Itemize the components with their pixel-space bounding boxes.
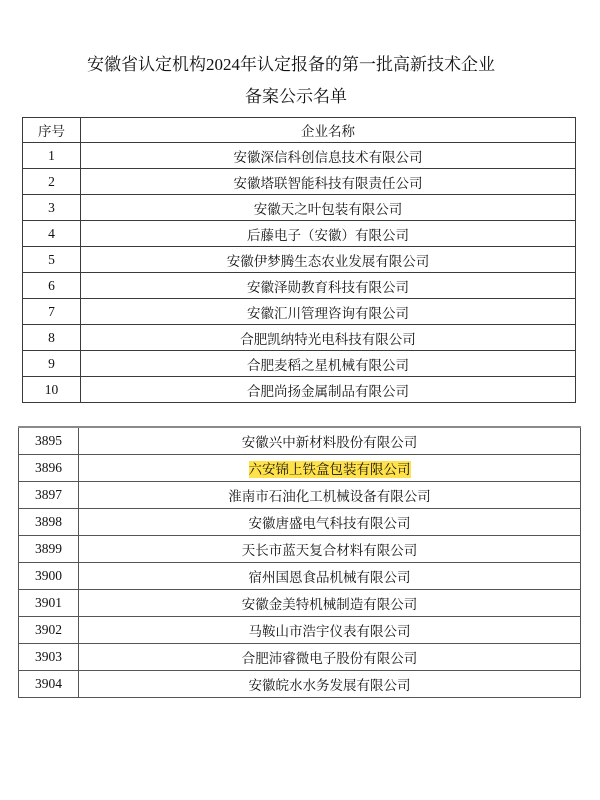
company-name: 安徽泽勋教育科技有限公司 [247, 279, 409, 295]
company-table-top [22, 117, 576, 403]
row-index: 3902 [19, 616, 79, 643]
table-row [19, 454, 581, 481]
company-name: 安徽皖水水务发展有限公司 [248, 677, 411, 693]
row-index: 1 [23, 143, 81, 169]
row-index: 3901 [19, 589, 79, 616]
table-row [19, 427, 581, 454]
row-index: 3897 [19, 481, 79, 508]
row-index: 3898 [19, 508, 79, 535]
row-index: 10 [23, 377, 81, 403]
document-subtitle: 备案公示名单 [245, 87, 347, 106]
table-row [19, 616, 581, 643]
table-row [19, 670, 581, 697]
company-name: 安徽唐盛电气科技有限公司 [248, 515, 411, 531]
row-index: 3 [23, 195, 81, 221]
company-name: 合肥沛睿微电子股份有限公司 [241, 650, 418, 666]
table-body-bottom [19, 427, 581, 697]
row-index: 3896 [19, 454, 79, 481]
row-index: 4 [23, 221, 81, 247]
row-index: 3903 [19, 643, 79, 670]
company-name: 后藤电子（安徽）有限公司 [247, 227, 409, 243]
table-row [23, 351, 576, 377]
company-name-cell [79, 643, 581, 670]
company-name-cell [81, 195, 576, 221]
table-row [23, 169, 576, 195]
company-name-cell [81, 325, 576, 351]
row-index: 2 [23, 169, 81, 195]
table-row [19, 589, 581, 616]
table-row [23, 195, 576, 221]
company-name: 合肥凯纳特光电科技有限公司 [240, 331, 416, 347]
row-index: 3900 [19, 562, 79, 589]
table-row [19, 643, 581, 670]
company-name-cell [81, 169, 576, 195]
table-row [19, 562, 581, 589]
table-row [23, 247, 576, 273]
table-row [23, 221, 576, 247]
company-name-cell [79, 535, 581, 562]
company-name-cell [81, 273, 576, 299]
header-index: 序号 [23, 118, 81, 143]
table-row [19, 508, 581, 535]
company-name: 安徽伊梦腾生态农业发展有限公司 [226, 253, 430, 269]
company-name: 安徽塔联智能科技有限责任公司 [233, 175, 423, 191]
table-row [19, 535, 581, 562]
row-index: 6 [23, 273, 81, 299]
company-name: 宿州国恩食品机械有限公司 [248, 569, 411, 585]
company-name-cell [81, 299, 576, 325]
company-name: 合肥尚扬金属制品有限公司 [247, 383, 409, 399]
company-name-cell [81, 143, 576, 169]
company-name-cell [79, 589, 581, 616]
company-name-cell [79, 562, 581, 589]
document-title: 安徽省认定机构2024年认定报备的第一批高新技术企业 [87, 55, 495, 74]
company-name: 马鞍山市浩宇仪表有限公司 [248, 623, 411, 639]
table-row [19, 481, 581, 508]
row-index: 3895 [19, 427, 79, 454]
company-name-cell [79, 616, 581, 643]
row-index: 7 [23, 299, 81, 325]
company-name-cell [81, 247, 576, 273]
company-name-cell [79, 454, 581, 481]
company-table-bottom [18, 426, 581, 698]
table-row [23, 377, 576, 403]
company-name: 淮南市石油化工机械设备有限公司 [228, 488, 431, 504]
table-header-row [23, 118, 576, 143]
company-name-cell [79, 508, 581, 535]
table-row [23, 325, 576, 351]
row-index: 3899 [19, 535, 79, 562]
company-name: 安徽金美特机械制造有限公司 [241, 596, 418, 612]
table-row [23, 299, 576, 325]
table-row [23, 143, 576, 169]
company-name-cell [81, 377, 576, 403]
company-name-cell [81, 351, 576, 377]
row-index: 3904 [19, 670, 79, 697]
row-index: 9 [23, 351, 81, 377]
company-name-cell [79, 481, 581, 508]
company-name-cell [79, 427, 581, 454]
company-name: 合肥麦稻之星机械有限公司 [247, 357, 409, 373]
company-name-cell [81, 221, 576, 247]
table-row [23, 273, 576, 299]
company-name: 安徽深信科创信息技术有限公司 [233, 149, 423, 165]
company-name-cell [79, 670, 581, 697]
company-name: 安徽天之叶包装有限公司 [253, 201, 403, 217]
company-name: 天长市蓝天复合材料有限公司 [241, 542, 418, 558]
table-body-top [23, 143, 576, 403]
company-name: 安徽兴中新材料股份有限公司 [241, 434, 418, 450]
company-name: 安徽汇川管理咨询有限公司 [247, 305, 409, 321]
highlighted-company-name: 六安锦上铁盒包装有限公司 [248, 461, 411, 477]
row-index: 5 [23, 247, 81, 273]
header-company-name: 企业名称 [81, 118, 576, 143]
row-index: 8 [23, 325, 81, 351]
